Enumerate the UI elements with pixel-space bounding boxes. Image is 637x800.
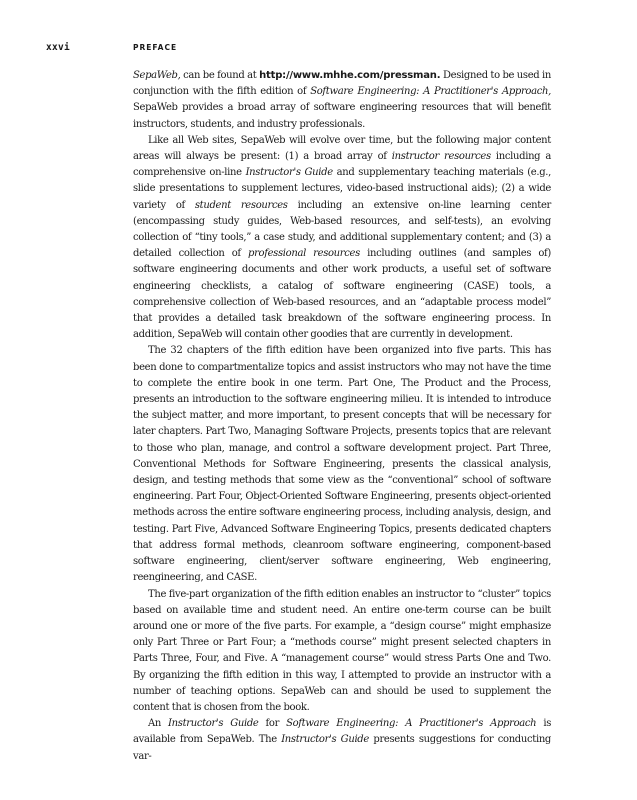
text-run: Designed to be used in conjunction with the fifth edition of	[133, 70, 552, 98]
book-title-italic: Software Engineering: A Practitioner's Approach,	[310, 86, 551, 98]
instructor-resources-italic: instructor resources	[391, 151, 491, 163]
text-run: including a comprehensive on-line	[133, 151, 551, 179]
instructors-guide-italic: Instructor's Guide	[281, 734, 369, 746]
page-header	[46, 42, 606, 54]
text-run: including outlines (and samples of) software engineering documents and other work products, a useful set of software engineering checklists, a catalog of software engineering (CASE) tools, a comprehensive collection of Web-based resources, and an “adaptable process model” that provides a detailed task breakdown of the software engineering process. In addition, SepaWeb will contain other goodies that are currently in development.	[133, 248, 551, 341]
text-run: presents suggestions for conducting var-	[133, 734, 552, 762]
text-run: An	[148, 718, 169, 730]
paragraph-4: The five-part organization of the fifth edition enables an instructor to “cluster” topics based on available time and student need. An entire one-term course can be built around one or more of the five parts. For example, a “design course” might emphasize only Part Three or Part Four; a “methods course” might present selected chapters in Parts Three, Four, and Five. A “management course” would stress Parts One and Two. By organizing the fifth edition in this way, I attempted to provide an instructor with a number of teaching options. SepaWeb can and should be used to supplement the content that is chosen from the book.	[133, 588, 551, 713]
text-run: can be found at	[180, 70, 260, 81]
student-resources-italic: student resources	[194, 199, 288, 211]
text-run: Like all Web sites, SepaWeb will evolve over time, but the following major content areas will always be present: (1) a broad array of	[133, 134, 551, 163]
paragraph-2	[133, 133, 551, 344]
paragraph-1	[133, 68, 551, 133]
text-run: and supplementary teaching materials (e.g., slide presentations to supplement lectures, video-based instructional aids); (2) a wide variety of	[133, 167, 551, 211]
professional-resources-italic: professional resources	[248, 248, 360, 260]
text-run: SepaWeb provides a broad array of software engineering resources that will benefit instructors, students, and industry professionals.	[133, 102, 551, 130]
text-run: including an extensive on-line learning center (encompassing study guides, Web-based resources, and self-tests), an evolving collection of “tiny tools,” a case study, and additional supplementary content; and (3) a detailed collection of	[133, 199, 551, 260]
paragraph-5	[133, 716, 551, 765]
paragraph-3: The 32 chapters of the fifth edition have been organized into five parts. This has been done to compartmentalize topics and assist instructors who may not have the time to complete the entire book in one term. Part One, The Product and the Process, presents an introduction to the software engineering milieu. It is intended to introduce the subject matter, and more important, to present concepts that will be necessary for later chapters. Part Two, Managing Software Projects, presents topics that are relevant to those who plan, manage, and control a software development project. Part Three, Conventional Methods for Software Engineering, presents the classical analysis, design, and testing methods that some view as the “conventional” school of software engineering. Part Four, Object-Oriented Software Engineering, presents object-oriented methods across the entire software engineering process, including analysis, design, and testing. Part Five, Advanced Software Engineering Topics, presents dedicated chapters that address formal methods, cleanroom software engineering, component-based software engineering, client/server software engineering, Web engineering, reengineering, and CASE.	[133, 345, 551, 584]
text-run: for	[258, 718, 287, 730]
instructors-guide-italic: Instructor's Guide	[245, 167, 333, 179]
instructors-guide-italic: Instructor's Guide	[168, 718, 259, 730]
body-text	[133, 68, 551, 765]
sepaweb-italic: SepaWeb,	[133, 70, 181, 81]
running-head: PREFACE	[133, 43, 178, 52]
page-number: xxvi	[46, 42, 71, 53]
book-title-italic: Software Engineering: A Practitioner's Approach	[286, 718, 537, 730]
url-link[interactable]: http://www.mhhe.com/pressman.	[259, 70, 441, 81]
text-run: is available from SepaWeb. The	[133, 718, 551, 746]
